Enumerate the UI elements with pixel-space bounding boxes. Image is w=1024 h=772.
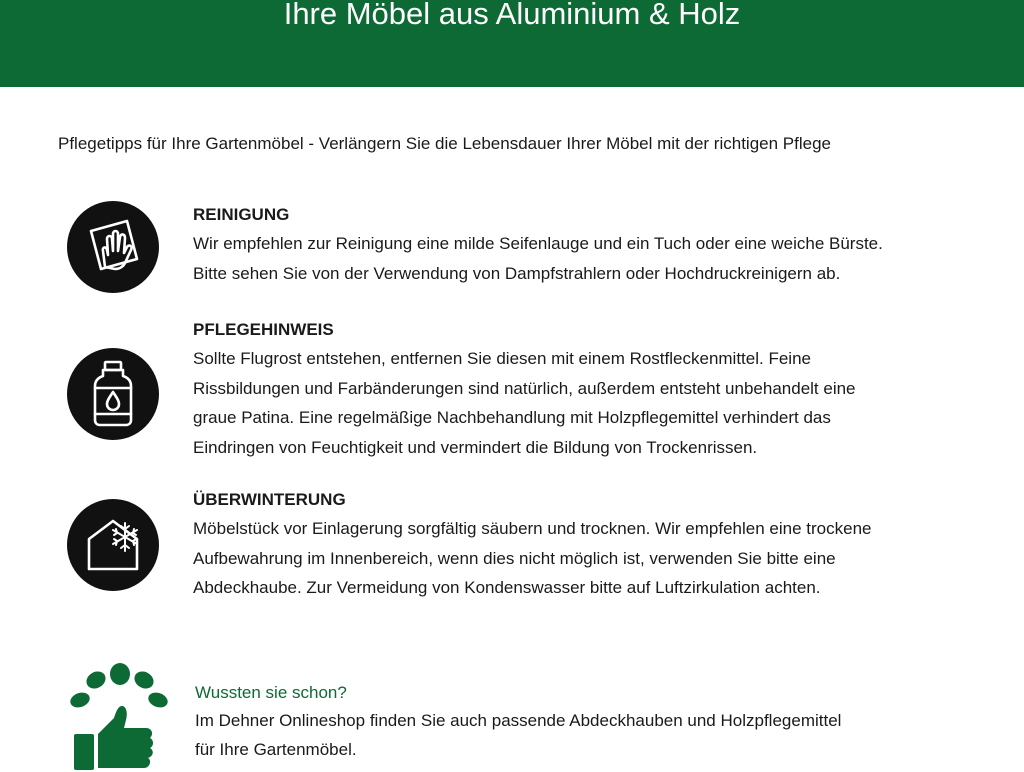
tip-title: Wussten sie schon? [195, 683, 347, 702]
care-icon-circle [67, 348, 159, 440]
section-line: Aufbewahrung im Innenbereich, wenn dies nicht möglich ist, verwenden Sie bitte eine [193, 548, 836, 568]
tip-line: für Ihre Gartenmöbel. [195, 739, 357, 759]
winter-icon-circle [67, 499, 159, 591]
section-ueberwinterung [193, 486, 993, 603]
section-pflegehinweis [193, 316, 993, 462]
care-bottle-icon [67, 348, 159, 440]
section-text [193, 344, 993, 462]
cleaning-cloth-hand-icon [67, 201, 159, 293]
section-line: Wir empfehlen zur Reinigung eine milde Seifenlauge und ein Tuch oder eine weiche Bürste. [193, 234, 883, 253]
cleaning-icon-circle [67, 201, 159, 293]
house-snowflake-icon [67, 499, 159, 591]
section-line: Bitte sehen Sie von der Verwendung von Dampfstrahlern oder Hochdruckreinigern ab. [193, 263, 841, 283]
section-reinigung [193, 201, 993, 288]
section-title: PFLEGEHINWEIS [193, 320, 334, 339]
section-line: Rissbildungen und Farbänderungen sind natürlich, außerdem entsteht unbehandelt eine [193, 378, 856, 398]
tip-box [195, 679, 995, 764]
tip-text [195, 707, 995, 764]
section-line: Möbelstück vor Einlagerung sorgfältig säubern und trocknen. Wir empfehlen eine trockene [193, 519, 872, 538]
section-line: Eindringen von Feuchtigkeit und vermindert die Bildung von Trockenrissen. [193, 437, 758, 457]
section-line: Sollte Flugrost entstehen, entfernen Sie diesen mit einem Rostfleckenmittel. Feine [193, 349, 811, 368]
intro-text: Pflegetipps für Ihre Gartenmöbel - Verlängern Sie die Lebensdauer Ihrer Möbel mit der richtigen Pflege [58, 134, 831, 153]
page-title: Ihre Möbel aus Aluminium & Holz [283, 0, 741, 31]
tip-line: Im Dehner Onlineshop finden Sie auch passende Abdeckhauben und Holzpflegemittel [195, 711, 842, 730]
section-line: Abdeckhaube. Zur Vermeidung von Kondenswasser bitte auf Luftzirkulation achten. [193, 578, 821, 597]
section-title: ÜBERWINTERUNG [193, 490, 346, 509]
section-title: REINIGUNG [193, 205, 290, 224]
section-text [193, 229, 993, 288]
header-banner [0, 0, 1024, 87]
thumbs-up-leaves-icon [62, 662, 170, 772]
section-line: graue Patina. Eine regelmäßige Nachbehandlung mit Holzpflegemittel verhindert das [193, 408, 831, 427]
section-text [193, 514, 993, 603]
